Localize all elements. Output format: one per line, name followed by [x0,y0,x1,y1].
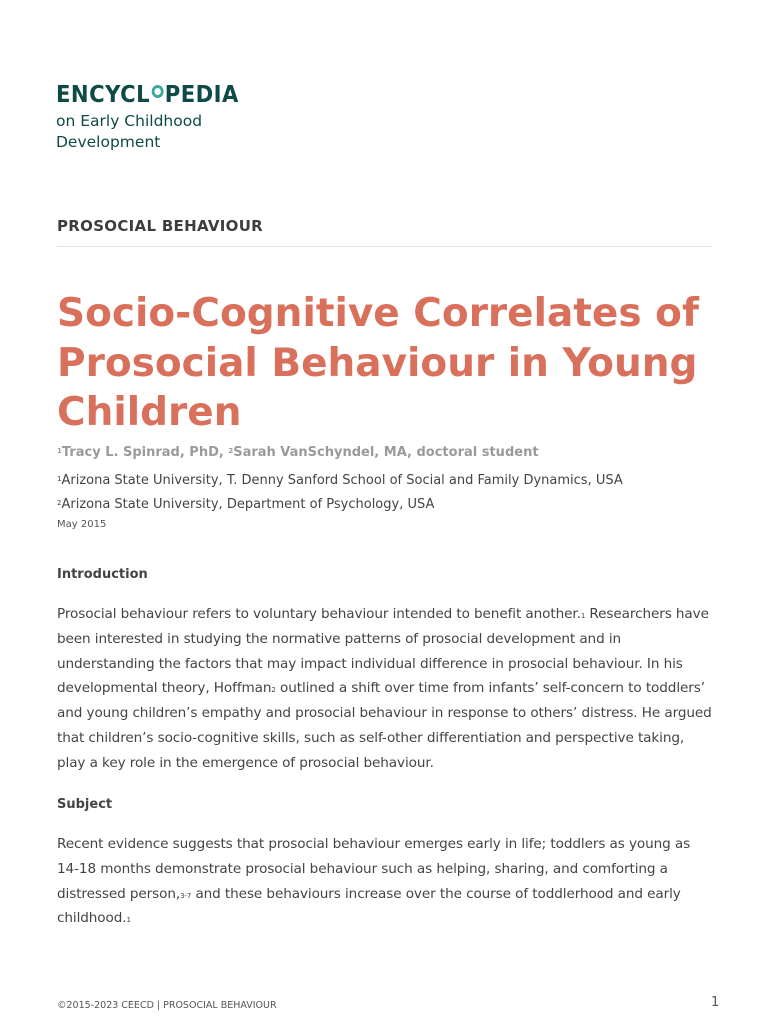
encyclopedia-logo [56,80,255,152]
intro-text-2: Researchers have been interested in studying the normative patterns of prosocial development and in understanding the factors that may impact individual difference in prosocial behaviour. In his developmental theory, Hoffman [57,606,709,697]
paragraph-subject [57,832,712,931]
subject-text-2: and these behaviours increase over the course of toddlerhood and early childhood. [57,885,681,927]
intro-text-1: Prosocial behaviour refers to voluntary behaviour intended to benefit another. [57,606,581,622]
citation-sup: 1 [580,612,586,620]
affiliation-text: Arizona State University, T. Denny Sanford School of Social and Family Dynamics, USA [61,473,623,488]
logo-subtitle-line2: Development [56,133,161,151]
affiliation-text: Arizona State University, Department of Psychology, USA [61,497,435,512]
citation-sup: 3-7 [180,891,192,900]
citation-sup: 1 [126,916,131,925]
logo-o-circle-icon [152,85,164,98]
logo-wordmark [56,80,239,110]
page-number: 1 [711,995,720,1010]
author-2: Sarah VanSchyndel, MA, doctoral student [233,445,539,460]
author-1: Tracy L. Spinrad, PhD, [61,445,229,460]
author-sup-2: 2 [228,447,234,455]
divider [57,246,712,247]
logo-subtitle-line1: on Early Childhood [56,112,203,130]
paragraph-introduction [57,602,712,776]
intro-text-3: outlined a shift over time from infants’ self-concern to toddlers’ and young children’s empathy and prosocial behaviour in response to others’ distress. He argued that children’s socio-cognitive skills, such as self-other differentiation and perspective taking, play a key role in the emergence of prosocial behaviour. [57,680,712,771]
article-title: Socio-Cognitive Correlates of Prosocial Behaviour in Young Children [57,291,699,435]
authors-line [57,445,539,460]
subject-text-1: Recent evidence suggests that prosocial behaviour emerges early in life; toddlers as young as 14-18 months demonstrate prosocial behaviour such as helping, sharing, and comforting a distressed person, [57,836,691,902]
affiliation-1 [57,473,623,488]
affiliation-2 [57,497,434,512]
heading-subject: Subject [57,797,113,812]
logo-word-end: PEDIA [164,82,239,108]
affiliation-sup: 1 [57,475,62,483]
footer-copyright: ©2015-2023 CEECD | PROSOCIAL BEHAVIOUR [57,1000,277,1011]
author-sup-1: 1 [57,447,62,455]
publication-date: May 2015 [57,519,107,530]
logo-word-start: ENCYCL [56,82,151,108]
affiliation-sup: 2 [57,499,62,507]
section-label: PROSOCIAL BEHAVIOUR [57,217,264,235]
citation-sup: 2 [271,686,276,695]
heading-introduction: Introduction [57,567,148,582]
